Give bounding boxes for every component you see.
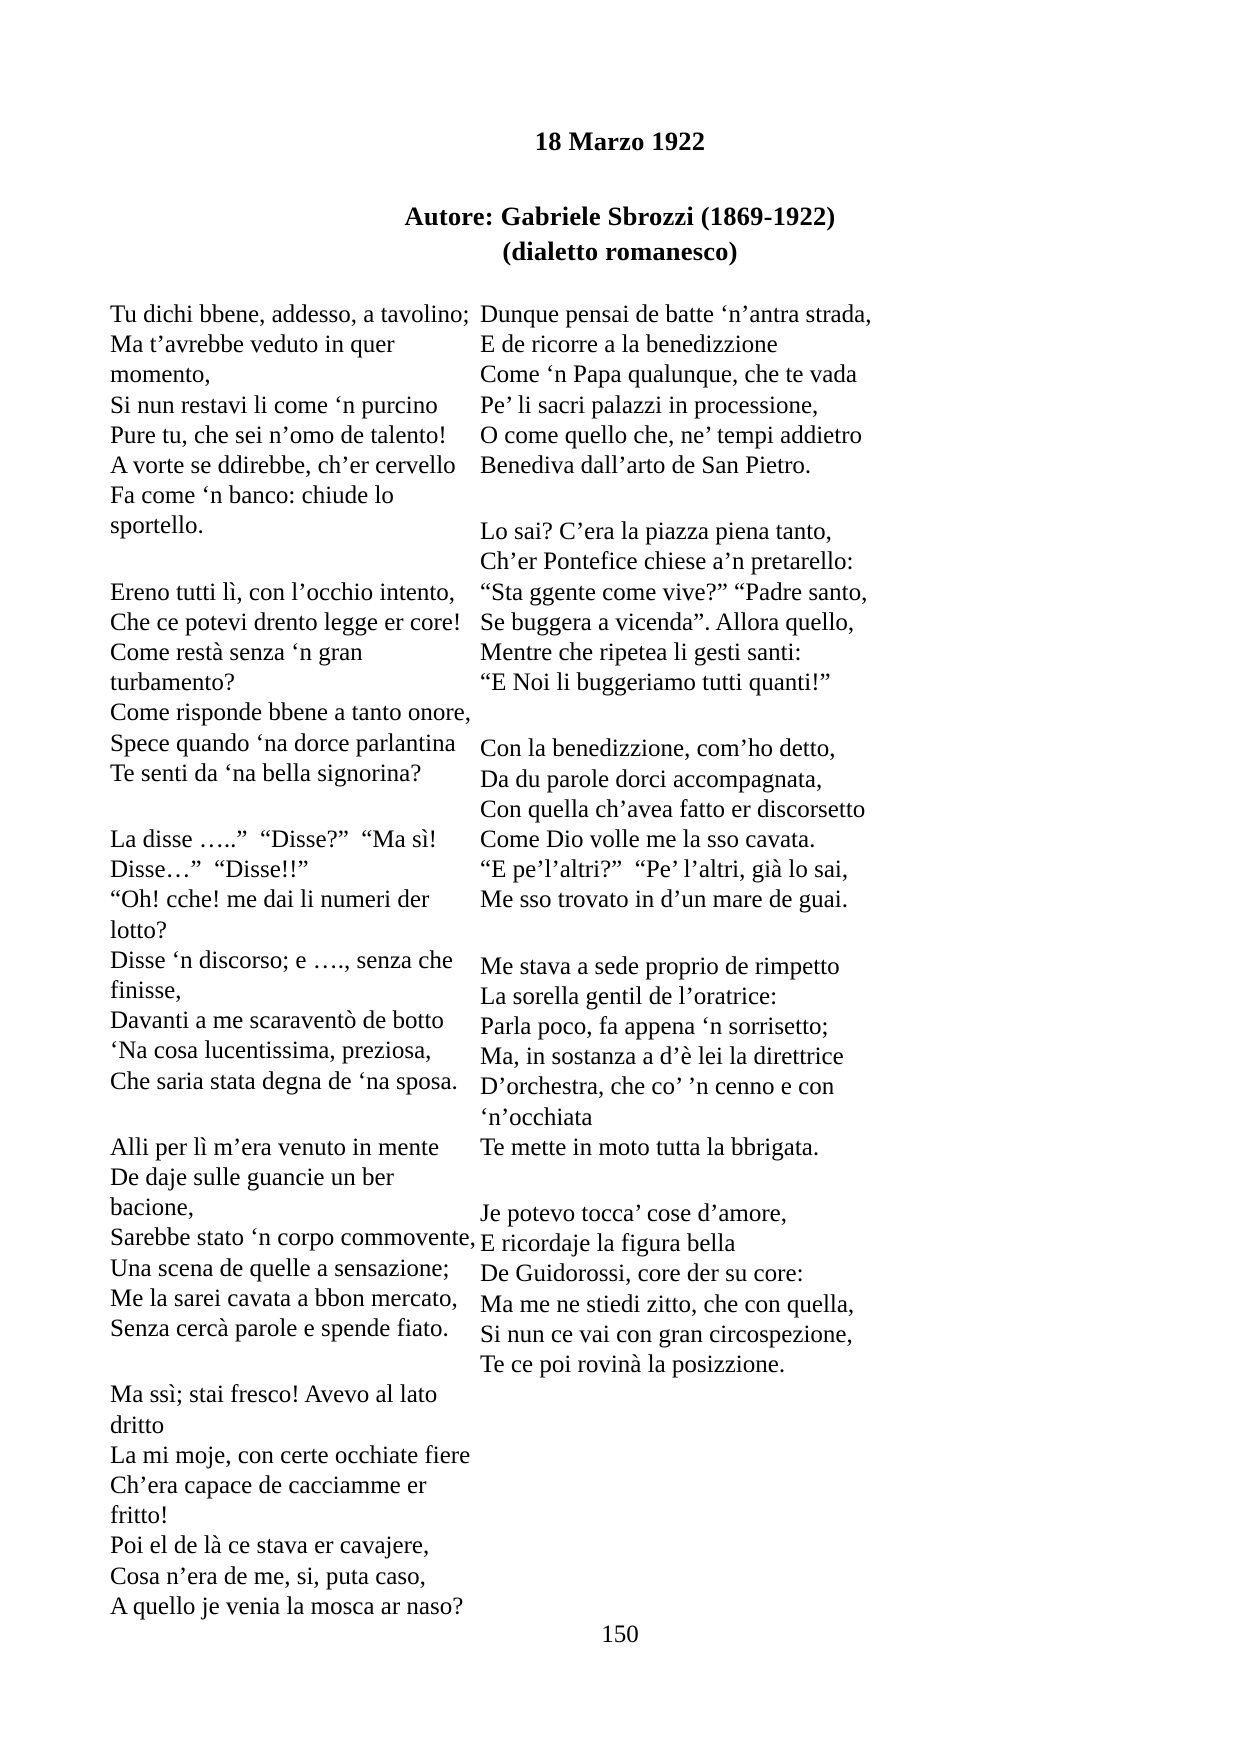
verse-line: La disse …..” “Disse?” “Ma sì! [110, 826, 437, 854]
verse-line: ‘n’occhiata [480, 1103, 593, 1131]
verse-line: De Guidorossi, core der su core: [480, 1260, 804, 1288]
verse-line: A quello je venia la mosca ar naso? [110, 1592, 464, 1620]
verse-line: Ch’era capace de cacciamme er fritto! [110, 1471, 433, 1530]
verse-line: “E pe’l’altri?” “Pe’ l’altri, già lo sai, [480, 856, 849, 884]
dialect-line: (dialetto romanesco) [502, 235, 738, 266]
page-title: 18 Marzo 1922 [534, 126, 706, 156]
verse-line: Ch’er Pontefice chiese a’n pretarello: [480, 548, 854, 576]
page-number: 150 [601, 1621, 639, 1648]
stanza [480, 300, 1000, 481]
verse-line: Che saria stata degna de ‘na sposa. [110, 1067, 458, 1095]
verse-line: Parla poco, fa appena ‘n sorrisetto; [480, 1013, 829, 1041]
verse-line: Me la sarei cavata a bbon mercato, [110, 1284, 458, 1312]
verse-line: Me sso trovato in d’un mare de guai. [480, 886, 848, 914]
verse-line: La mi moje, con certe occhiate fiere [110, 1441, 471, 1469]
author-block [0, 199, 1240, 269]
heading-block [0, 128, 1240, 269]
verse-line: Alli per lì m’era venuto in mente [110, 1133, 440, 1161]
verse-line: Pe’ li sacri palazzi in processione, [480, 391, 819, 419]
verse-line: “Oh! cche! me dai li numeri der lotto? [110, 886, 436, 944]
verse-line: Je potevo tocca’ cose d’amore, [480, 1200, 788, 1228]
verse-line: Lo sai? C’era la piazza piena tanto, [480, 518, 832, 546]
verse-line: De daje sulle guancie un ber bacione, [110, 1164, 401, 1222]
verse-line: Come ‘n Papa qualunque, che te vada [480, 361, 857, 389]
author-line: Autore: Gabriele Sbrozzi (1869-1922) [404, 200, 836, 231]
verse-line: Come Dio volle me la sso cavata. [480, 826, 816, 854]
verse-line: “Sta ggente come vive?” “Padre santo, [480, 578, 868, 606]
verse-line: ‘Na cosa lucentissima, preziosa, [110, 1037, 432, 1065]
verse-line: Disse ‘n discorso; e …., senza che [110, 946, 453, 974]
verse-line: Come risponde bbene a tanto onore, [110, 699, 472, 727]
verse-line: Spece quando ‘na dorce parlantina [110, 729, 456, 757]
verse-line: Si nun ce vai con gran circospezione, [480, 1320, 853, 1348]
poem-columns [0, 300, 1240, 1622]
verse-line: Senza cercà parole e spende fiato. [110, 1315, 449, 1343]
verse-line: Cosa n’era de me, si, puta caso, [110, 1562, 426, 1590]
stanza [110, 1133, 480, 1344]
stanza [110, 1380, 480, 1622]
verse-line: Disse…” “Disse!!” [110, 856, 309, 884]
verse-line: Ma t’avrebbe veduto in quer momento, [110, 331, 401, 389]
verse-line: Poi el de là ce stava er cavajere, [110, 1532, 430, 1560]
verse-line: Ma me ne stiedi zitto, che con quella, [480, 1290, 855, 1318]
verse-line: Fa come ‘n banco: chiude lo sportello. [110, 482, 401, 540]
verse-line: A vorte se ddirebbe, ch’er cervello [110, 452, 456, 480]
verse-line: Sarebbe stato ‘n corpo commovente, [110, 1224, 476, 1252]
verse-line: Ma, in sostanza a d’è lei la direttrice [480, 1043, 844, 1071]
verse-line: Benediva dall’arto de San Pietro. [480, 452, 812, 480]
verse-line: Mentre che ripetea li gesti santi: [480, 639, 802, 667]
poem-column-right [480, 300, 1000, 1380]
verse-line: Dunque pensai de batte ‘n’antra strada, [480, 301, 872, 328]
verse-line: Con la benedizzione, com’ho detto, [480, 735, 836, 763]
stanza [480, 952, 1000, 1163]
verse-line: Una scena de quelle a sensazione; [110, 1254, 450, 1282]
verse-line: Tu dichi bbene, addesso, a tavolino; [110, 301, 470, 328]
verse-line: E de ricorre a la benedizzione [480, 331, 778, 359]
verse-line: finisse, [110, 977, 182, 1005]
verse-line: D’orchestra, che co’ ’n cenno e con [480, 1073, 835, 1101]
verse-line: Ma ssì; stai fresco! Avevo al lato dritto [110, 1381, 444, 1439]
verse-line: Te ce poi rovinà la posizzione. [480, 1351, 786, 1379]
verse-line: Ereno tutti lì, con l’occhio intento, [110, 578, 456, 606]
verse-line: Me stava a sede proprio de rimpetto [480, 952, 840, 980]
verse-line: Che ce potevi drento legge er core! [110, 608, 462, 636]
stanza [480, 1199, 1000, 1380]
verse-line: Da du parole dorci accompagnata, [480, 765, 823, 793]
stanza [110, 578, 480, 789]
poem-column-left [0, 300, 480, 1622]
stanza [480, 734, 1000, 915]
stanza [480, 517, 1000, 698]
verse-line: Si nun restavi li come ‘n purcino [110, 391, 438, 419]
verse-line: “E Noi li buggeriamo tutti quanti!” [480, 669, 831, 697]
verse-line: E ricordaje la figura bella [480, 1230, 736, 1258]
stanza [110, 825, 480, 1097]
verse-line: Te mette in moto tutta la bbrigata. [480, 1133, 820, 1161]
verse-line: Come restà senza ‘n gran turbamento? [110, 639, 369, 697]
verse-line: Te senti da ‘na bella signorina? [110, 759, 422, 787]
verse-line: Pure tu, che sei n’omo de talento! [110, 421, 447, 449]
verse-line: Davanti a me scaraventò de botto [110, 1007, 444, 1035]
verse-line: O come quello che, ne’ tempi addietro [480, 421, 863, 449]
verse-line: Se buggera a vicenda”. Allora quello, [480, 608, 855, 636]
verse-line: Con quella ch’avea fatto er discorsetto [480, 795, 866, 823]
verse-line: La sorella gentil de l’oratrice: [480, 982, 778, 1010]
stanza [110, 300, 480, 542]
